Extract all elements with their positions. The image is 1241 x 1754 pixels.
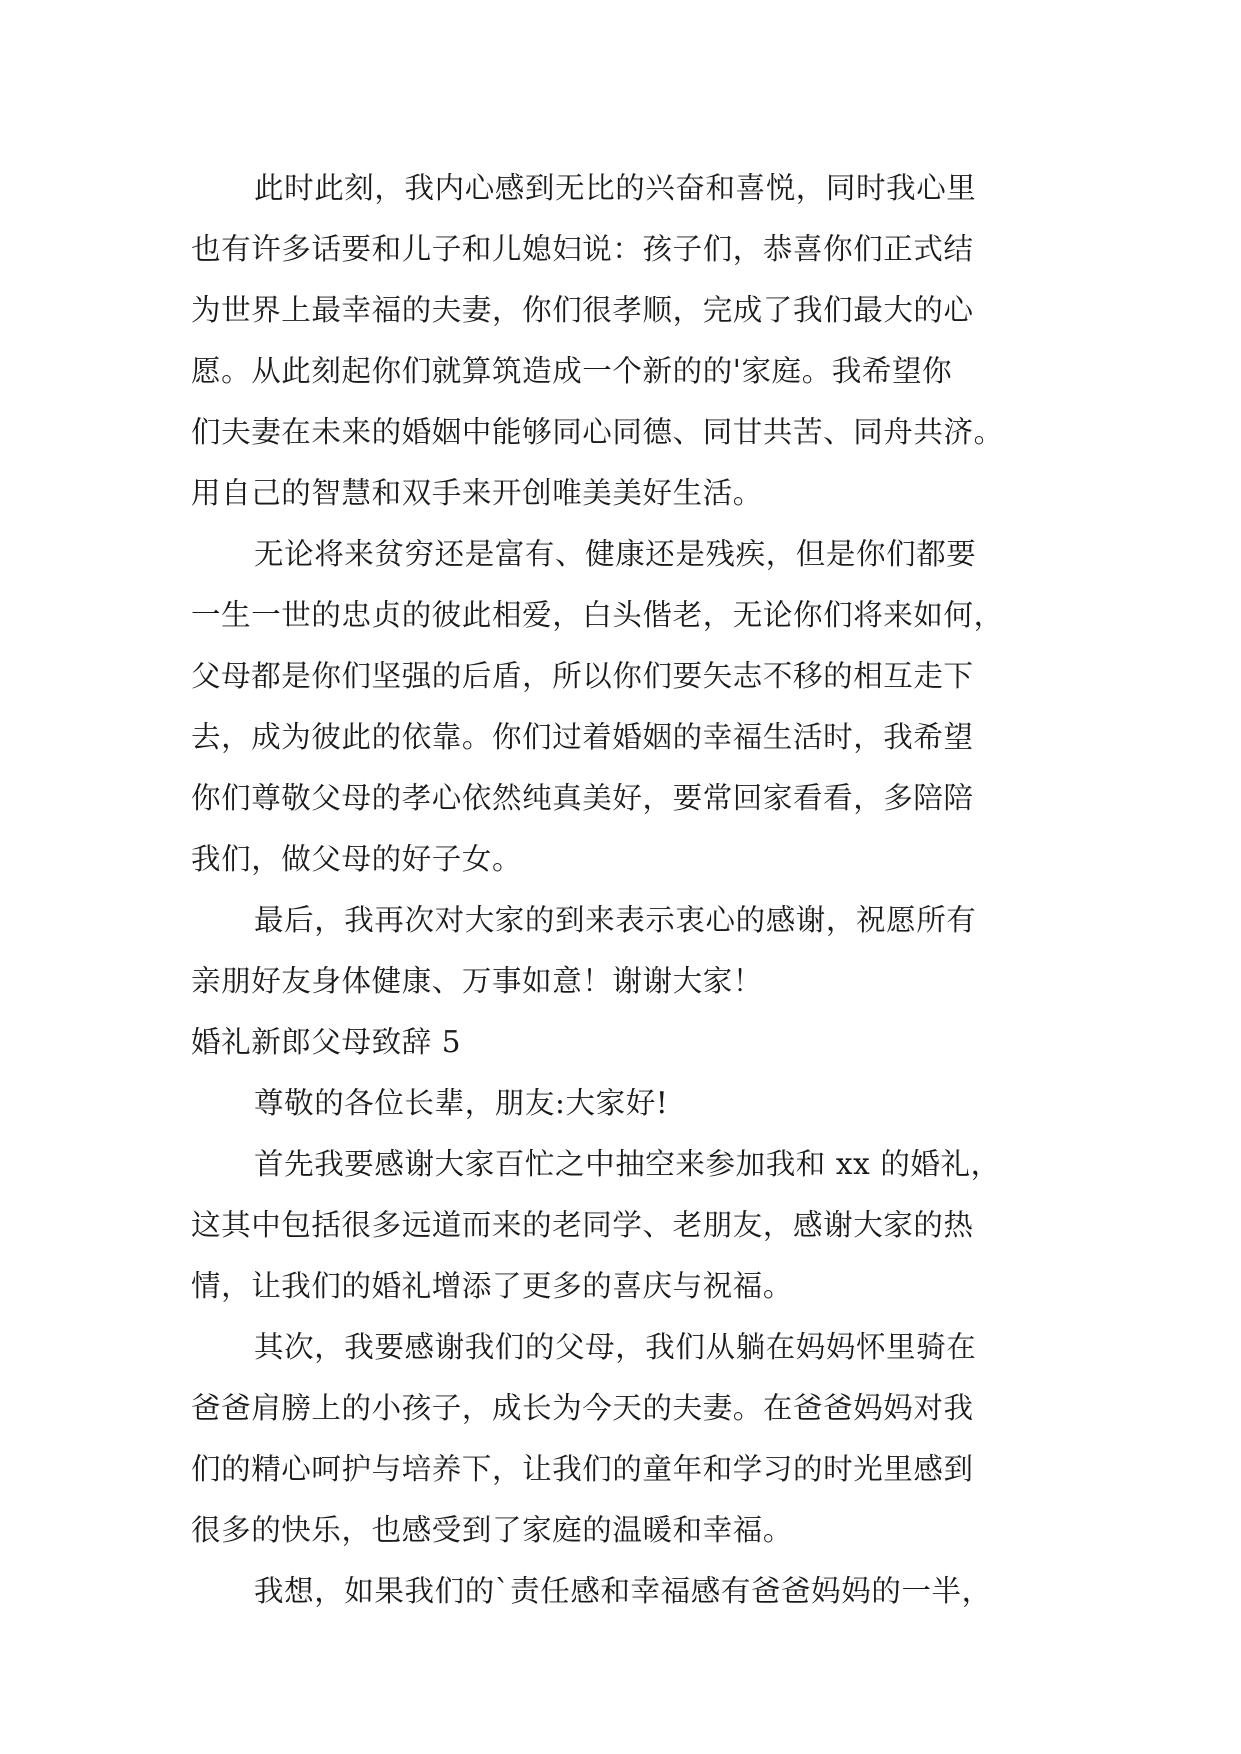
text-line: 你们尊敬父母的孝心依然纯真美好，要常回家看看，多陪陪 bbox=[191, 781, 974, 815]
text-line: 首先我要感谢大家百忙之中抽空来参加我和 xx 的婚礼， bbox=[254, 1147, 1001, 1181]
text-line: 们的精心呵护与培养下，让我们的童年和学习的时光里感到 bbox=[191, 1452, 974, 1486]
section-heading: 婚礼新郎父母致辞 5 bbox=[191, 1025, 462, 1059]
document-body bbox=[191, 158, 1051, 1622]
text-line: 我们，做父母的好子女。 bbox=[191, 842, 523, 876]
text-line: 爸爸肩膀上的小孩子，成长为今天的夫妻。在爸爸妈妈对我 bbox=[191, 1391, 974, 1425]
text-line: 尊敬的各位长辈，朋友:大家好! bbox=[254, 1086, 669, 1120]
text-line: 其次，我要感谢我们的父母，我们从躺在妈妈怀里骑在 bbox=[254, 1330, 977, 1364]
text-line: 也有许多话要和儿子和儿媳妇说：孩子们，恭喜你们正式结 bbox=[191, 232, 974, 266]
text-line: 一生一世的忠贞的彼此相爱，白头偕老，无论你们将来如何， bbox=[191, 598, 1004, 632]
text-line: 无论将来贫穷还是富有、健康还是残疾，但是你们都要 bbox=[254, 537, 977, 571]
text-line: 最后，我再次对大家的到来表示衷心的感谢，祝愿所有 bbox=[254, 903, 977, 937]
text-line: 亲朋好友身体健康、万事如意！谢谢大家！ bbox=[191, 964, 763, 998]
text-line: 此时此刻，我内心感到无比的兴奋和喜悦，同时我心里 bbox=[254, 171, 977, 205]
text-line: 情，让我们的婚礼增添了更多的喜庆与祝福。 bbox=[191, 1269, 794, 1303]
text-line: 愿。从此刻起你们就算筑造成一个新的的'家庭。我希望你 bbox=[191, 354, 953, 388]
text-line: 这其中包括很多远道而来的老同学、老朋友，感谢大家的热 bbox=[191, 1208, 974, 1242]
text-line: 去，成为彼此的依靠。你们过着婚姻的幸福生活时，我希望 bbox=[191, 720, 974, 754]
text-line: 很多的快乐，也感受到了家庭的温暖和幸福。 bbox=[191, 1513, 794, 1547]
text-line: 父母都是你们坚强的后盾，所以你们要矢志不移的相互走下 bbox=[191, 659, 974, 693]
text-line: 为世界上最幸福的夫妻，你们很孝顺，完成了我们最大的心 bbox=[191, 293, 974, 327]
text-line: 我想，如果我们的`责任感和幸福感有爸爸妈妈的一半， bbox=[254, 1574, 992, 1608]
text-line: 们夫妻在未来的婚姻中能够同心同德、同甘共苦、同舟共济。 bbox=[191, 415, 1004, 449]
text-line: 用自己的智慧和双手来开创唯美美好生活。 bbox=[191, 476, 763, 510]
